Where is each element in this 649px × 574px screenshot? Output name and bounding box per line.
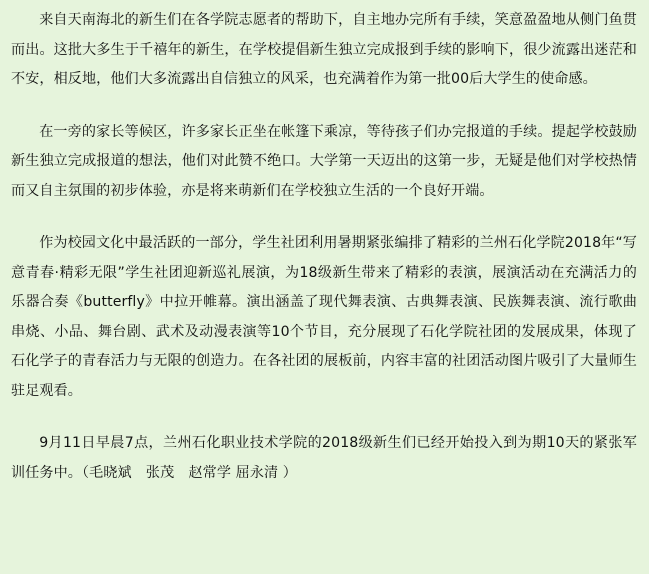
paragraph-3: 作为校园文化中最活跃的一部分，学生社团利用暑期紧张编排了精彩的兰州石化学院2018年“写意青春·精彩无限”学生社团迎新巡礼展演，为18级新生带来了精彩的表演，展演活动在充满活力的乐器合奏《butterfly》中拉开帷幕。演出涵盖了现代舞表演、古典舞表演、民族舞表演、流行歌曲串烧、小品、舞台剧、武术及动漫表演等10个节目，充分展现了石化学院社团的发展成果，体现了石化学子的青春活力与无限的创造力。在各社团的展板前，内容丰富的社团活动图片吸引了大量师生驻足观看。 [11, 235, 637, 399]
paragraph-gap [11, 95, 637, 118]
paragraph-4: 9月11日早晨7点，兰州石化职业技术学院的2018级新生们已经开始投入到为期10天的紧张军训任务中。（毛晓斌 张茂 赵常学 屈永清 ） [11, 435, 637, 481]
paragraph-gap [11, 206, 637, 229]
paragraph-2: 在一旁的家长等候区，许多家长正坐在帐篷下乘凉，等待孩子们办完报道的手续。提起学校鼓励新生独立完成报道的想法，他们对此赞不绝口。大学第一天迈出的这第一步，无疑是他们对学校热情而又自主氛围的初步体验，亦是将来萌新们在学校独立生活的一个良好开端。 [11, 123, 637, 199]
paragraph-1: 来自天南海北的新生们在各学院志愿者的帮助下，自主地办完所有手续，笑意盈盈地从侧门鱼贯而出。这批大多生于千禧年的新生，在学校提倡新生独立完成报到手续的影响下，很少流露出迷茫和不安，相反地，他们大多流露出自信独立的风采，也充满着作为第一批00后大学生的使命感。 [11, 12, 637, 87]
paragraph-gap [11, 406, 637, 429]
